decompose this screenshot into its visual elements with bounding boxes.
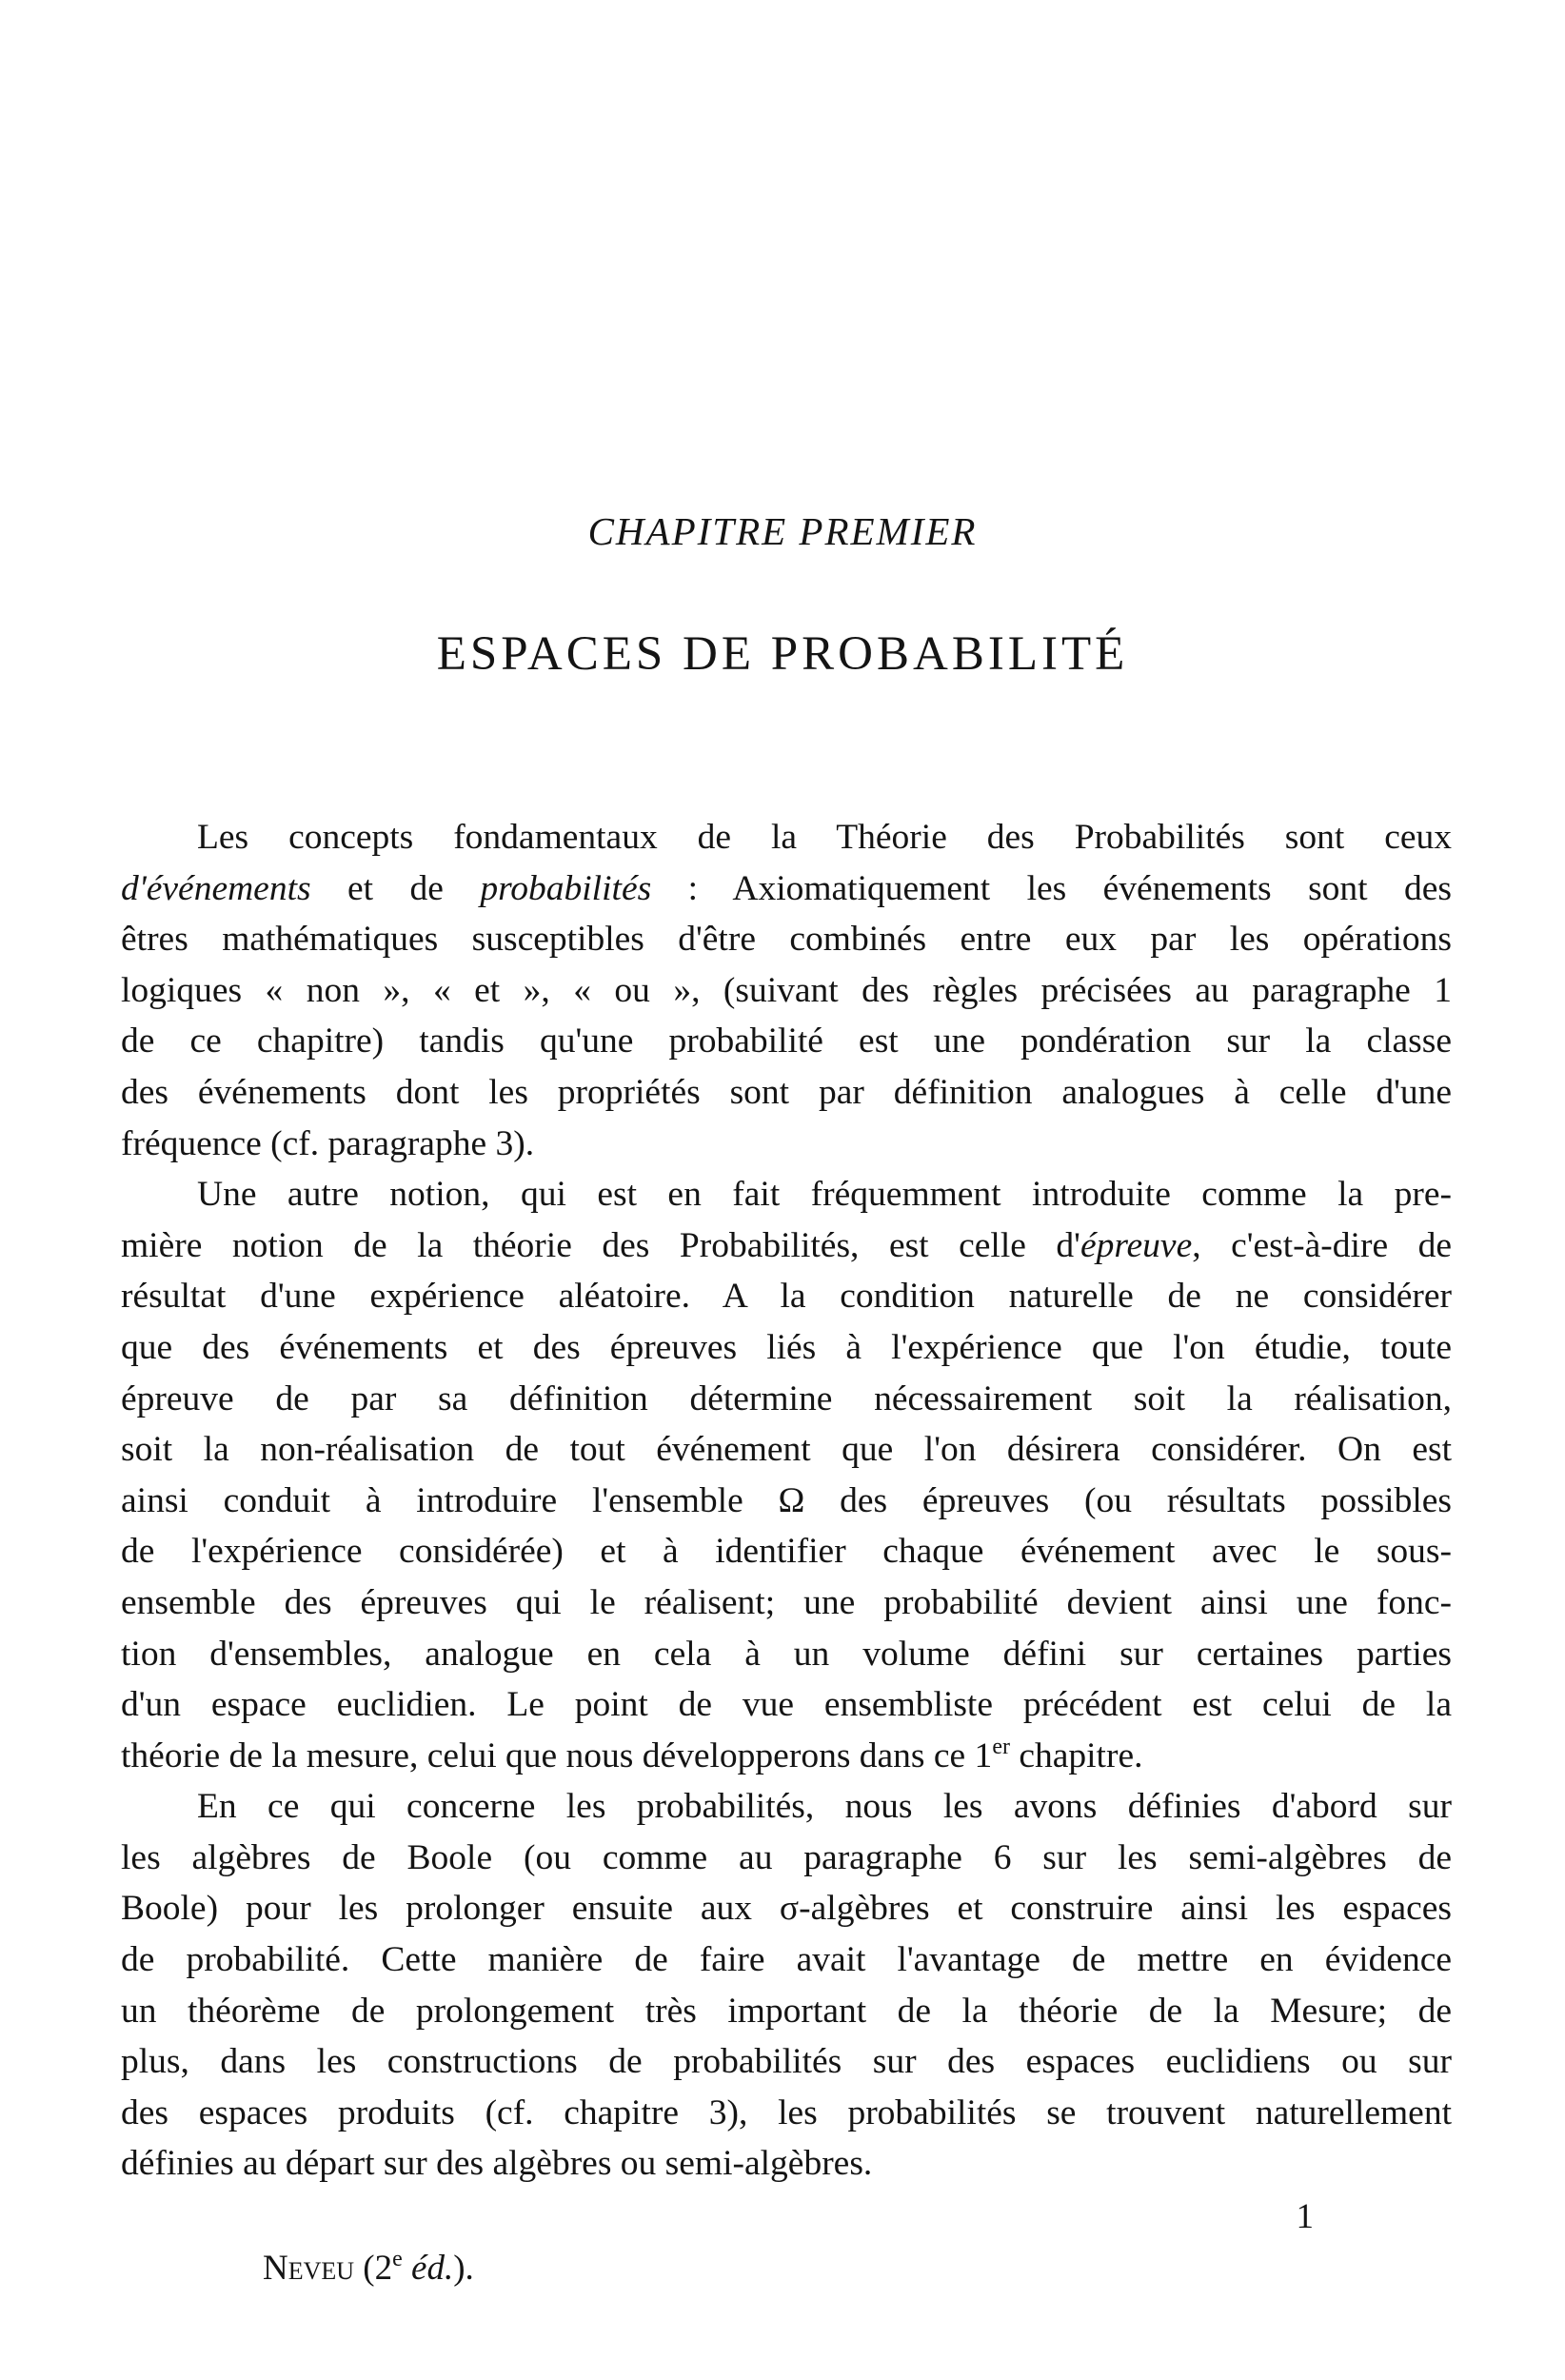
text-line: Boole) pour les prolonger ensuite aux σ-algèbres et construire ainsi les espaces (121, 1889, 1452, 1929)
text-line: épreuve de par sa définition détermine nécessairement soit la réalisation, (121, 1378, 1452, 1418)
text-line: de ce chapitre) tandis qu'une probabilité est une pondération sur la classe (121, 1021, 1452, 1061)
text-line: des espaces produits (cf. chapitre 3), les probabilités se trouvent naturellement (121, 2092, 1452, 2132)
text-line: des événements dont les propriétés sont par définition analogues à celle d'une (121, 1072, 1452, 1112)
text-line (121, 1731, 1452, 1782)
chapter-title: ESPACES DE PROBABILITÉ (436, 627, 1129, 681)
emphasis-evenements: d'événements (121, 868, 311, 908)
text-line: logiques « non », « et », « ou », (suivant des règles précisées au paragraphe 1 (121, 970, 1452, 1010)
text-fragment: chapitre. (1009, 1735, 1143, 1775)
text-fragment: et de (310, 868, 481, 908)
text-line: En ce qui concerne les probabilités, nous les avons définies d'abord sur (197, 1787, 1452, 1827)
text-line: soit la non-réalisation de tout événement que l'on désirera considérer. On est (121, 1430, 1452, 1470)
text-line: tion d'ensembles, analogue en cela à un volume défini sur certaines parties (121, 1634, 1452, 1674)
text-line: fréquence (cf. paragraphe 3). (121, 1123, 535, 1163)
text-fragment: théorie de la mesure, celui que nous développerons dans ce 1 (121, 1735, 993, 1775)
text-line: définies au départ sur des algèbres ou semi-algèbres. (121, 2144, 873, 2184)
text-line: Une autre notion, qui est en fait fréquemment introduite comme la pre- (197, 1175, 1452, 1215)
text-fragment: : Axiomatiquement les événements sont des (651, 868, 1452, 908)
signature-superscript: e (392, 2247, 403, 2271)
superscript: er (992, 1734, 1010, 1759)
text-line: d'un espace euclidien. Le point de vue ensembliste précédent est celui de la (121, 1685, 1452, 1725)
text-line: de l'expérience considérée) et à identifier chaque événement avec le sous- (121, 1532, 1452, 1572)
text-line (121, 1220, 1452, 1272)
text-line: êtres mathématiques susceptibles d'être combinés entre eux par les opérations (121, 920, 1452, 960)
text-line: de probabilité. Cette manière de faire avait l'avantage de mettre en évidence (121, 1940, 1452, 1980)
text-line: Les concepts fondamentaux de la Théorie des Probabilités sont ceux (197, 818, 1452, 857)
signature-author: Neveu (263, 2249, 355, 2288)
text-line (121, 863, 1452, 915)
signature-open: (2 (354, 2249, 393, 2288)
text-line: un théorème de prolongement très important de la théorie de la Mesure; de (121, 1991, 1452, 2031)
text-fragment: mière notion de la théorie des Probabilités, est celle d' (121, 1225, 1080, 1265)
page-number: 1 (1296, 2197, 1314, 2236)
emphasis-epreuve: épreuve (1080, 1225, 1193, 1265)
text-line: plus, dans les constructions de probabilités sur des espaces euclidiens ou sur (121, 2042, 1452, 2082)
signature-edition: éd. (402, 2249, 454, 2288)
text-line: résultat d'une expérience aléatoire. A la condition naturelle de ne considérer (121, 1277, 1452, 1317)
signature-close: ). (453, 2249, 474, 2288)
signature-mark (263, 2245, 474, 2292)
text-line: ainsi conduit à introduire l'ensemble Ω des épreuves (ou résultats possibles (121, 1480, 1452, 1520)
chapter-label: CHAPITRE PREMIER (587, 509, 978, 553)
text-fragment: , c'est-à-dire de (1192, 1225, 1453, 1265)
text-line: les algèbres de Boole (ou comme au paragraphe 6 sur les semi-algèbres de (121, 1837, 1452, 1877)
text-line: ensemble des épreuves qui le réalisent; une probabilité devient ainsi une fonc- (121, 1582, 1452, 1622)
emphasis-probabilites: probabilités (480, 868, 652, 908)
body-text (121, 812, 1452, 2190)
text-line: que des événements et des épreuves liés à l'expérience que l'on étudie, toute (121, 1327, 1452, 1367)
